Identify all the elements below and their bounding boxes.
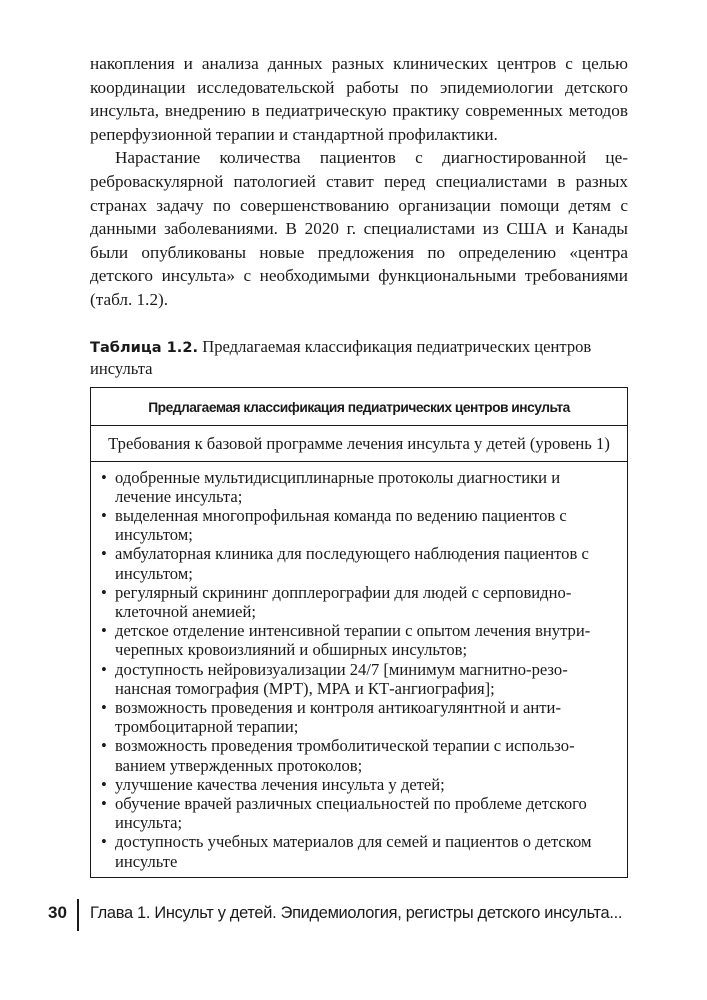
table-header: Предлагаемая классификация педиатрических центров инсульта — [91, 387, 628, 425]
bullet-icon: • — [101, 467, 107, 487]
bullet-icon: • — [101, 697, 107, 717]
bullet-icon: • — [101, 659, 107, 679]
bullet-icon: • — [101, 505, 107, 525]
table-caption-label: Таблица 1.2. — [90, 338, 199, 356]
list-item: • обучение врачей различных специальностей по проблеме детского инсульта; — [101, 793, 587, 833]
page-content — [90, 52, 628, 878]
classification-table — [90, 387, 628, 878]
page-number: 30 — [48, 903, 67, 922]
footer-divider — [77, 899, 79, 931]
body-paragraph-1: накопления и анализа данных разных клинических центров с целью координации исследовательской работы по эпидемиологии детского инсульта, внедрению в педиатрическую практику современных методов реперфузионной терапии и стандартной профилактики. — [90, 54, 628, 144]
list-item: • доступность учебных материалов для семей и пациентов о детском инсульте — [101, 832, 592, 871]
list-item: • одобренные мультидисциплинарные протоколы диагностики и лечение инсульта; — [101, 467, 561, 506]
running-head: Глава 1. Инсульт у детей. Эпидемиология, регистры детского инсульта... — [90, 904, 623, 922]
table-items-cell — [91, 461, 628, 877]
bullet-icon: • — [101, 544, 107, 564]
table-caption-text: Предлагаемая классификация педиатрических центров инсульта — [90, 336, 592, 378]
table-level-title: Требования к базовой программе лечения инсульта у детей (уровень 1) — [91, 425, 628, 461]
table-caption — [90, 336, 628, 379]
page-footer — [48, 899, 668, 931]
bullet-icon: • — [101, 582, 107, 602]
bullet-icon: • — [101, 793, 107, 813]
body-paragraph-2: Нарастание количества пациентов с диагностированной цереброваскулярной патологией ставит перед специалистами в разных странах задачу по совершенствованию организации помощи детям с данными заболеваниями. В 2020 г. специалистами из США и Канады были опубликованы новые предложения по определению «центра детского инсульта» с необходимыми функциональными требованиями (табл. 1.2). — [90, 148, 628, 309]
requirements-list — [101, 468, 617, 871]
list-item: • регулярный скрининг допплерографии для людей с серповидноклеточной анемией; — [101, 582, 572, 621]
list-item: • улучшение качества лечения инсульта у детей; — [101, 774, 445, 794]
list-item: • доступность нейровизуализации 24/7 [минимум магнитно-резонансная томография (МРТ), МРА и КТ-ангиография]; — [101, 659, 568, 698]
list-item: • амбулаторная клиника для последующего наблюдения пациентов с инсультом; — [101, 544, 589, 583]
bullet-icon: • — [101, 774, 107, 794]
list-item: • возможность проведения тромболитической терапии с использованием утвержденных протоколов; — [101, 736, 575, 775]
list-item: • детское отделение интенсивной терапии с опытом лечения внутричерепных кровоизлияний и обширных инсультов; — [101, 621, 591, 660]
list-item: • выделенная многопрофильная команда по ведению пациентов с инсультом; — [101, 505, 567, 545]
bullet-icon: • — [101, 736, 107, 756]
bullet-icon: • — [101, 832, 107, 852]
list-item: • возможность проведения и контроля антикоагулянтной и антитромбоцитарной терапии; — [101, 697, 561, 737]
bullet-icon: • — [101, 621, 107, 641]
